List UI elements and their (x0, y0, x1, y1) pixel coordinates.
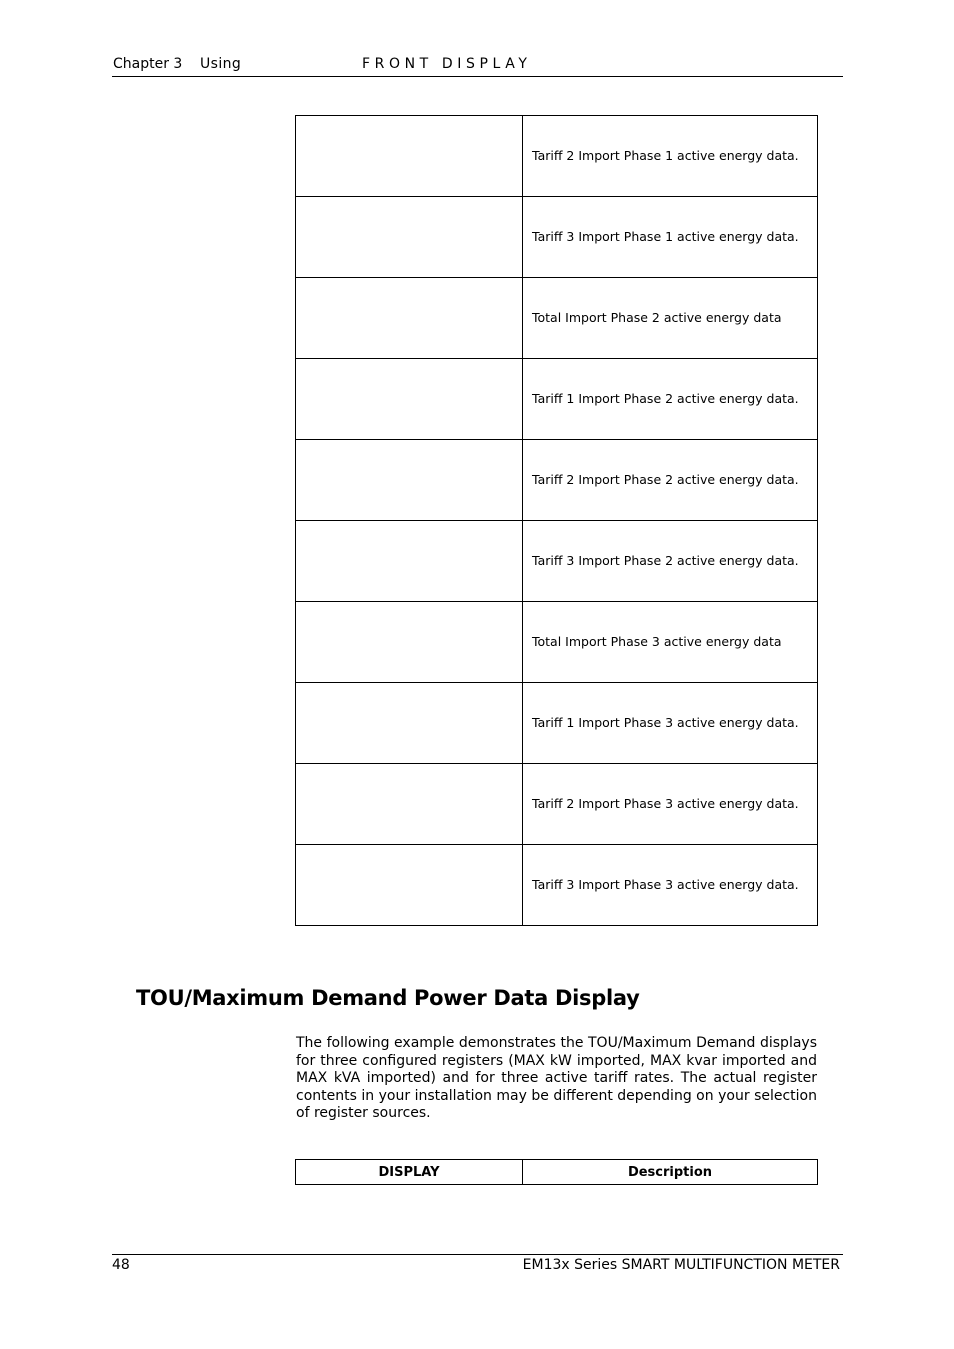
table-row (296, 359, 818, 440)
section-title: TOU/Maximum Demand Power Data Display (136, 986, 640, 1010)
display-image-cell (296, 683, 523, 764)
header-chapter-title (200, 56, 241, 72)
display-image-cell (296, 602, 523, 683)
table-row (296, 845, 818, 926)
table-row (296, 116, 818, 197)
display-image-cell (296, 359, 523, 440)
table-header-row (296, 1160, 818, 1185)
table-row (296, 440, 818, 521)
page-footer (112, 1254, 843, 1275)
page-number: 48 (112, 1257, 130, 1273)
description-cell: Tariff 1 Import Phase 2 active energy data. (523, 359, 818, 440)
description-cell: Tariff 3 Import Phase 3 active energy data. (523, 845, 818, 926)
description-cell: Total Import Phase 2 active energy data (523, 278, 818, 359)
table-row (296, 197, 818, 278)
description-cell: Total Import Phase 3 active energy data (523, 602, 818, 683)
display-image-cell (296, 764, 523, 845)
energy-table-body (296, 116, 818, 926)
section-paragraph: The following example demonstrates the TOU/Maximum Demand displays for three configured registers (MAX kW imported, MAX kvar imported and MAX kVA imported) and for three active tariff rates. The actual register contents in your installation may be different depending on your selection of register sources. (296, 1035, 817, 1121)
table-row (296, 602, 818, 683)
page-header (112, 56, 843, 77)
description-cell: Tariff 2 Import Phase 1 active energy data. (523, 116, 818, 197)
table-row (296, 683, 818, 764)
display-image-cell (296, 521, 523, 602)
header-chapter: Chapter 3 (113, 56, 183, 72)
description-cell: Tariff 3 Import Phase 1 active energy data. (523, 197, 818, 278)
display-image-cell (296, 197, 523, 278)
display-image-cell (296, 278, 523, 359)
table-row (296, 278, 818, 359)
description-cell: Tariff 3 Import Phase 2 active energy data. (523, 521, 818, 602)
table-row (296, 521, 818, 602)
footer-product-name: EM13x Series SMART MULTIFUNCTION METER (522, 1257, 840, 1273)
description-cell: Tariff 1 Import Phase 3 active energy data. (523, 683, 818, 764)
display-image-cell (296, 116, 523, 197)
header-title-spaced: FRONT DISPLAY (362, 56, 532, 72)
display-image-cell (296, 440, 523, 521)
column-header-display: DISPLAY (296, 1160, 523, 1185)
description-cell: Tariff 2 Import Phase 2 active energy data. (523, 440, 818, 521)
description-cell: Tariff 2 Import Phase 3 active energy data. (523, 764, 818, 845)
energy-display-table (295, 115, 818, 926)
table-row (296, 764, 818, 845)
display-description-table (295, 1159, 818, 1185)
header-title-word: Using (200, 56, 242, 72)
display-image-cell (296, 845, 523, 926)
column-header-description: Description (523, 1160, 818, 1185)
